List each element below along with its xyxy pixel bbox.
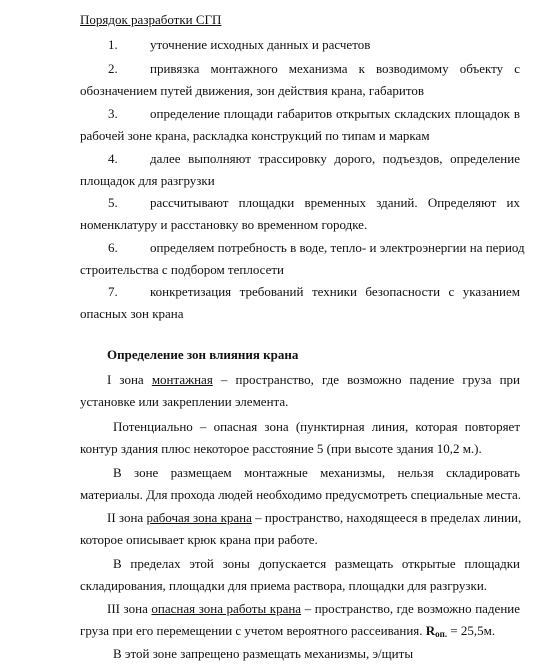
prohibited-para <box>113 646 520 662</box>
potential-zone-text: Потенциально – опасная зона (пунктирная линия, которая повторяет <box>113 419 520 434</box>
procedure-title-text: Порядок разработки СГП <box>80 12 222 27</box>
zone-1-para <box>107 372 520 388</box>
procedure-item-1 <box>80 37 520 53</box>
zone-2-para-cont <box>80 532 520 548</box>
item-text-cont: рабочей зоне крана, раскладка конструкций по типам и маркам <box>80 128 430 143</box>
zones-title-text: Определение зон влияния крана <box>107 347 299 362</box>
procedure-item-6-cont <box>80 262 520 278</box>
item-text-cont: площадок для разгрузки <box>80 173 215 188</box>
potential-zone-para-cont <box>80 441 520 457</box>
zone-1-text-cont: установке или закреплении элемента. <box>80 394 289 409</box>
item-text: определяем потребность в воде, тепло- и электроэнергии на период <box>150 240 525 255</box>
zone-3-para <box>107 601 520 617</box>
zone-1-para-cont <box>80 394 520 410</box>
item-text: определение площади габаритов открытых складских площадок в <box>150 106 520 121</box>
item-number: 5. <box>108 195 118 210</box>
mechanisms-text: В зоне размещаем монтажные механизмы, нельзя складировать <box>113 465 520 480</box>
item-number: 3. <box>108 106 118 121</box>
item-text: уточнение исходных данных и расчетов <box>150 37 371 52</box>
radius-symbol: R <box>425 623 436 638</box>
procedure-item-2 <box>80 61 520 77</box>
zone-1-text: – пространство, где возможно падение груза при <box>212 372 520 387</box>
radius-subscript: оп. <box>435 629 448 639</box>
item-number: 2. <box>108 61 118 76</box>
procedure-item-3-cont <box>80 128 520 144</box>
potential-zone-para <box>113 419 520 435</box>
zone-1-term: монтажная <box>151 372 213 387</box>
zone-3-term: опасная зона работы крана <box>151 601 302 616</box>
storage-para <box>113 556 520 572</box>
item-text-cont: обозначением путей движения, зон действия крана, габаритов <box>80 83 425 98</box>
storage-text-cont: складирования, площадки для приема раствора, площадки для разгрузки. <box>80 578 488 593</box>
item-text-cont: опасных зон крана <box>80 306 184 321</box>
prohibited-text: В этой зоне запрещено размещать механизмы, э/щиты <box>113 646 414 661</box>
procedure-item-5-cont <box>80 217 520 233</box>
storage-text: В пределах этой зоны допускается размещать открытые площадки <box>113 556 520 571</box>
zone-2-para <box>107 510 520 526</box>
procedure-item-5 <box>80 195 520 211</box>
procedure-item-7 <box>80 284 520 300</box>
zones-title <box>107 347 520 363</box>
zone-2-text: – пространство, находящееся в пределах линии, <box>251 510 522 525</box>
procedure-item-4 <box>80 151 520 167</box>
zone-2-prefix: II зона <box>107 510 147 525</box>
zone-3-text-cont: груза при его перемещении с учетом вероятного рассеивания. <box>80 623 426 638</box>
zone-2-text-cont: которое описывает крюк крана при работе. <box>80 532 318 547</box>
item-text: конкретизация требований техники безопасности с указанием <box>150 284 520 299</box>
item-text-cont: номенклатуру и расстановку во временном городке. <box>80 217 368 232</box>
procedure-item-2-cont <box>80 83 520 99</box>
mechanisms-para-cont <box>80 487 520 503</box>
procedure-item-6 <box>80 240 525 256</box>
item-number: 7. <box>108 284 118 299</box>
mechanisms-para <box>113 465 520 481</box>
procedure-item-4-cont <box>80 173 520 189</box>
procedure-item-7-cont <box>80 306 520 322</box>
zone-3-text: – пространство, где возможно падение <box>301 601 521 616</box>
zone-1-prefix: I зона <box>107 372 152 387</box>
item-text-cont: строительства с подбором теплосети <box>80 262 284 277</box>
item-text: привязка монтажного механизма к возводимому объекту с <box>150 61 520 76</box>
item-number: 4. <box>108 151 118 166</box>
procedure-item-3 <box>80 106 520 122</box>
item-text: рассчитывают площадки временных зданий. Определяют их <box>150 195 520 210</box>
radius-value: = 25,5м. <box>447 623 496 638</box>
storage-para-cont <box>80 578 520 594</box>
item-text: далее выполняют трассировку дорого, подъездов, определение <box>150 151 520 166</box>
mechanisms-text-cont: материалы. Для прохода людей необходимо предусмотреть специальные места. <box>80 487 522 502</box>
procedure-title <box>80 12 520 28</box>
potential-zone-text-cont: контур здания плюс некоторое расстояние 5 (при высоте здания 10,2 м.). <box>80 441 482 456</box>
zone-3-prefix: III зона <box>107 601 152 616</box>
item-number: 1. <box>108 37 118 52</box>
item-number: 6. <box>108 240 118 255</box>
zone-2-term: рабочая зона крана <box>146 510 252 525</box>
zone-3-para-cont <box>80 623 520 642</box>
